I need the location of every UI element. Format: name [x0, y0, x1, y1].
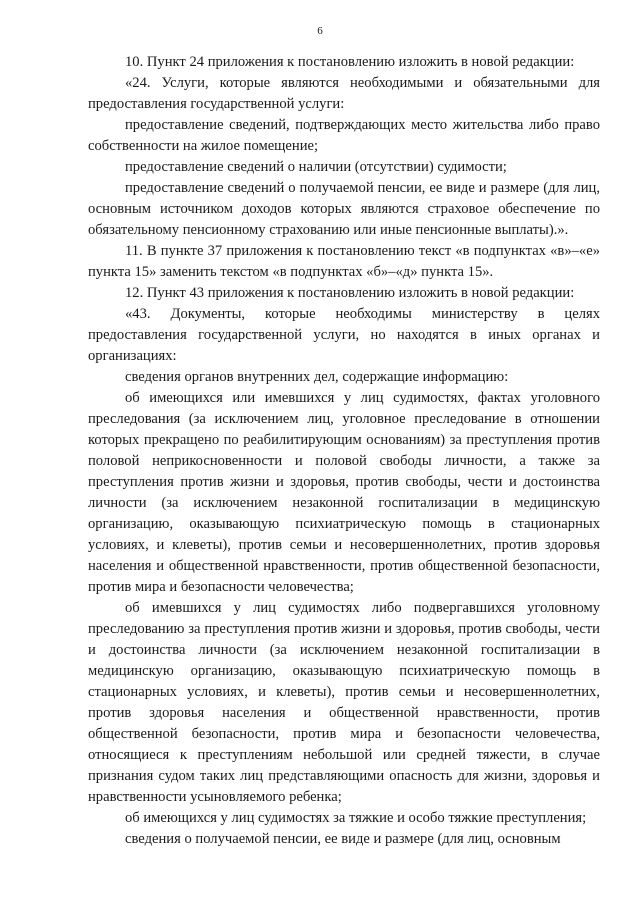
paragraph-item-10: 10. Пункт 24 приложения к постановлению изложить в новой редакции: — [125, 54, 575, 70]
paragraph-item-11: 11. В пункте 37 приложения к постановлению текст «в подпунктах «в»–«е» пункта 15» заменить текстом «в подпунктах «б»–«д» пункта 15». — [88, 243, 600, 280]
paragraph-existing-convictions: об имеющихся или имевшихся у лиц судимостях, фактах уголовного преследования (за исключением лиц, уголовное преследование в отношении которых прекращено по реабилитирующим основаниям) за преступления против половой неприкосновенности и половой свободы личности, а также за преступления против жизни и здоровья, против свободы, чести и достоинства личности (за исключением незаконной госпитализации в медицинскую организацию, оказывающую психиатрическую помощь в стационарных условиях, и клеветы), против семьи и несовершеннолетних, против здоровья населения и общественной нравственности, против общественной безопасности, против мира и безопасности человечества; — [88, 390, 600, 595]
paragraph-residence-info: предоставление сведений, подтверждающих место жительства либо право собственности на жилое помещение; — [88, 117, 600, 154]
paragraph-past-convictions: об имевшихся у лиц судимостях либо подвергавшихся уголовному преследованию за преступления против жизни и здоровья, против свободы, чести и достоинства личности (за исключением незаконной госпитализации в медицинскую организацию, оказывающую психиатрическую помощь в стационарных условиях, и клеветы), против семьи и несовершеннолетних, против здоровья населения и общественной нравственности, против общественной безопасности, против мира и безопасности человечества, относящиеся к преступлениям небольшой или средней тяжести, в случае признания судом таких лиц представляющими опасность для жизни, здоровья и нравственности усыновляемого ребенка; — [88, 600, 600, 805]
paragraph-pension-info-continued: сведения о получаемой пенсии, ее виде и размере (для лиц, основным — [125, 831, 561, 847]
paragraph-point-43: «43. Документы, которые необходимы министерству в целях предоставления государственной услуги, но находятся в иных органах и организациях: — [88, 306, 600, 364]
paragraph-item-12: 12. Пункт 43 приложения к постановлению изложить в новой редакции: — [125, 285, 575, 301]
paragraph-grave-crimes: об имеющихся у лиц судимостях за тяжкие и особо тяжкие преступления; — [125, 810, 587, 826]
paragraph-police-info: сведения органов внутренних дел, содержащие информацию: — [125, 369, 509, 385]
paragraph-criminal-record-info: предоставление сведений о наличии (отсутствии) судимости; — [125, 159, 507, 175]
paragraph-point-24: «24. Услуги, которые являются необходимыми и обязательными для предоставления государственной услуги: — [88, 75, 600, 112]
paragraph-pension-info: предоставление сведений о получаемой пенсии, ее виде и размере (для лиц, основным источником доходов которых являются страховое обеспечение по обязательному пенсионному страхованию или иные пенсионные выплаты).». — [88, 180, 600, 238]
page-number: 6 — [317, 25, 323, 37]
document-body — [88, 52, 600, 850]
